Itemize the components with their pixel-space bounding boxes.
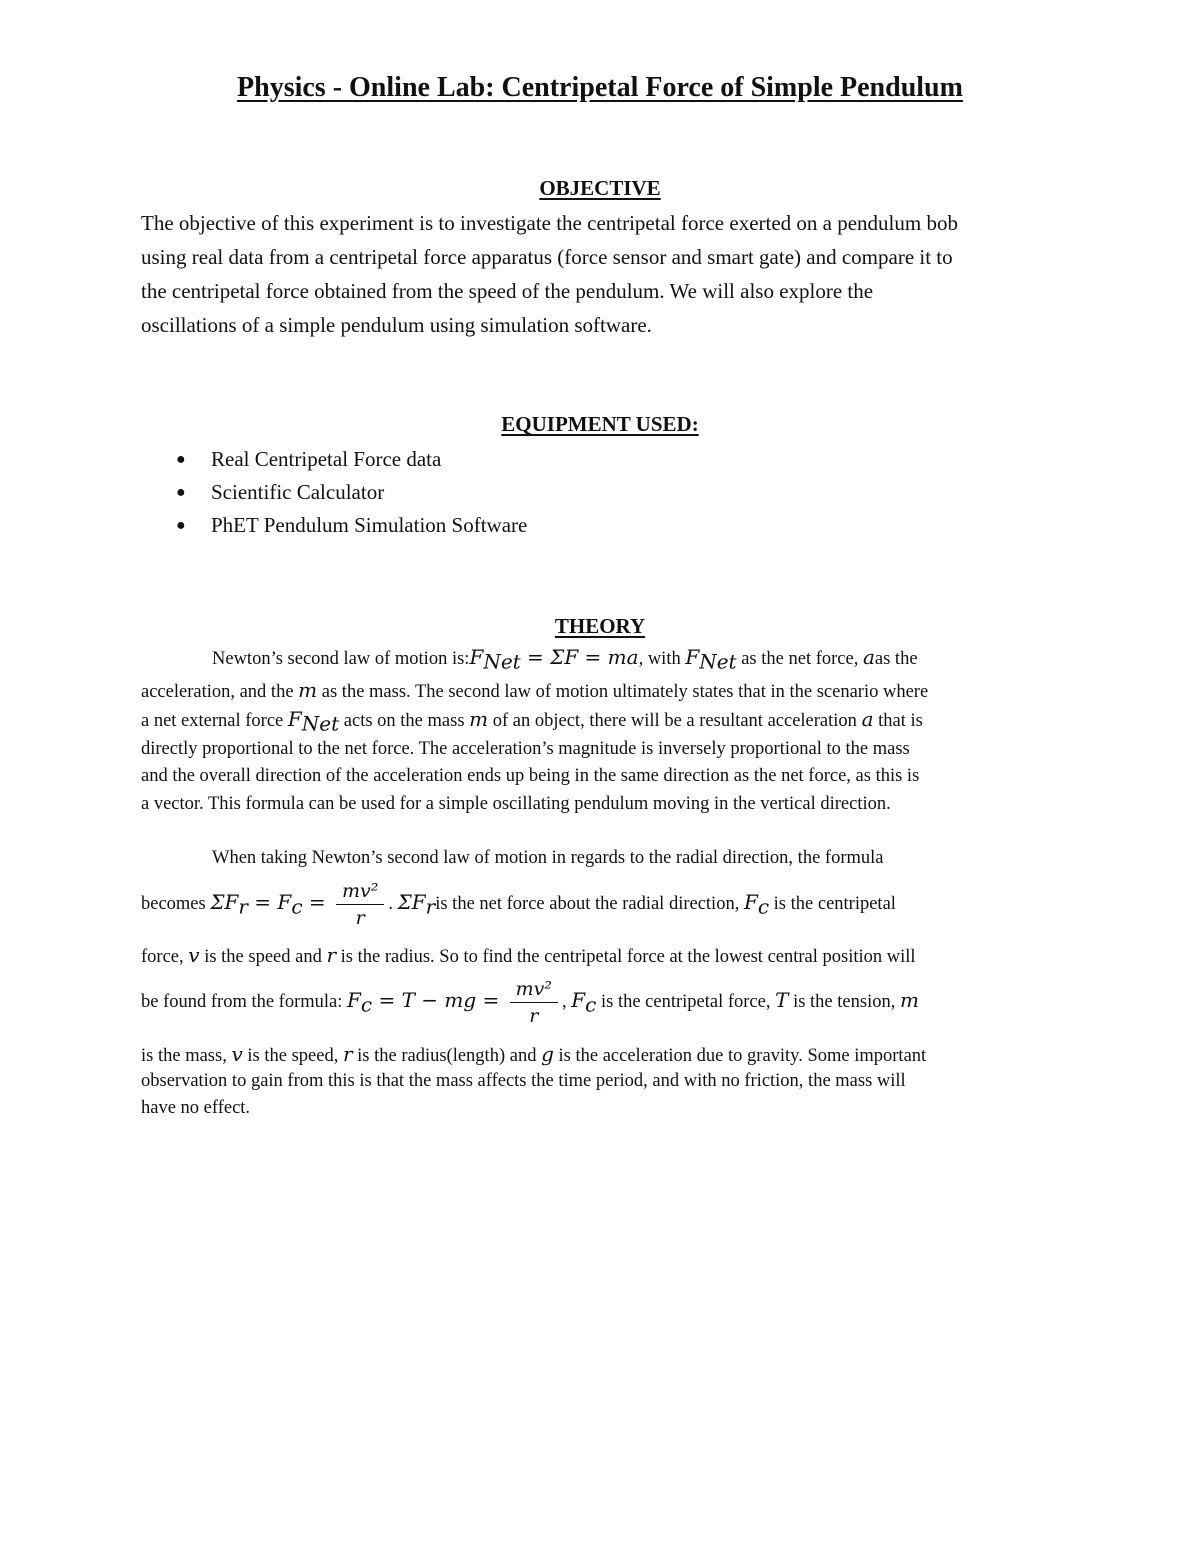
theory-line: and the overall direction of the acceleration ends up being in the same direction as the net force, as this is: [141, 766, 920, 786]
list-item: ● PhET Pendulum Simulation Software: [176, 509, 527, 542]
theory-line-formula: be found from the formula: $F_c = T$ − mg = $\frac{\text{mv²}}{r}$ , $F_c$ is the centripetal force, T is the tension, m: [141, 978, 919, 1027]
list-item: ● Scientific Calculator: [176, 476, 527, 509]
theory-line: directly proportional to the net force. The acceleration’s magnitude is inversely proportional to the mass: [141, 739, 910, 759]
theory-line: have no effect.: [141, 1098, 251, 1118]
objective-paragraph: [141, 206, 1071, 342]
theory-line: force, v is the speed and r is the radius. So to find the centripetal force at the lowest central position will: [141, 943, 916, 967]
theory-line: is the mass, v is the speed, r is the radius(length) and g is the acceleration due to gravity. Some important: [141, 1042, 927, 1066]
bullet-icon: ●: [176, 484, 186, 501]
theory-line: acceleration, and the m as the mass. The second law of motion ultimately states that in the scenario where: [141, 678, 929, 702]
theory-line: a net external force $F_{Net}$ acts on the mass m of an object, there will be a resultant acceleration a that is: [141, 707, 923, 736]
objective-heading: OBJECTIVE: [539, 176, 661, 200]
objective-line: oscillations of a simple pendulum using simulation software.: [141, 313, 652, 337]
bullet-icon: ●: [176, 517, 186, 534]
objective-line: the centripetal force obtained from the speed of the pendulum. We will also explore the: [141, 279, 874, 303]
theory-line: When taking Newton’s second law of motion in regards to the radial direction, the formula: [212, 848, 884, 868]
theory-line-formula: becomes $\Sigma F_r = F_c$ = $\frac{\text{mv²}}{r}$ . $\Sigma F_ris$ the net force about the radial direction, $F_c$ is the centripetal: [141, 880, 896, 929]
theory-line: a vector. This formula can be used for a simple oscillating pendulum moving in the vertical direction.: [141, 794, 891, 814]
theory-heading: THEORY: [554, 614, 646, 638]
equipment-list: [176, 443, 527, 542]
page-title: Physics - Online Lab: Centripetal Force of Simple Pendulum: [237, 72, 963, 103]
objective-line: using real data from a centripetal force apparatus (force sensor and smart gate) and compare it to: [141, 245, 953, 269]
fraction: $\frac{\text{mv²}}{r}$: [510, 976, 558, 1029]
bullet-icon: ●: [176, 451, 186, 468]
fraction: $\frac{\text{mv²}}{r}$: [336, 878, 384, 931]
objective-line: The objective of this experiment is to investigate the centripetal force exerted on a pendulum bob: [141, 211, 958, 235]
equipment-heading: EQUIPMENT USED:: [501, 412, 699, 436]
list-item: ● Real Centripetal Force data: [176, 443, 527, 476]
theory-line: observation to gain from this is that the mass affects the time period, and with no friction, the mass will: [141, 1071, 906, 1091]
theory-line: Newton’s second law of motion $is:F_{Net} = \Sigma F$ = ma, with $F_{Net}$ as the net force, aas the: [212, 645, 918, 674]
